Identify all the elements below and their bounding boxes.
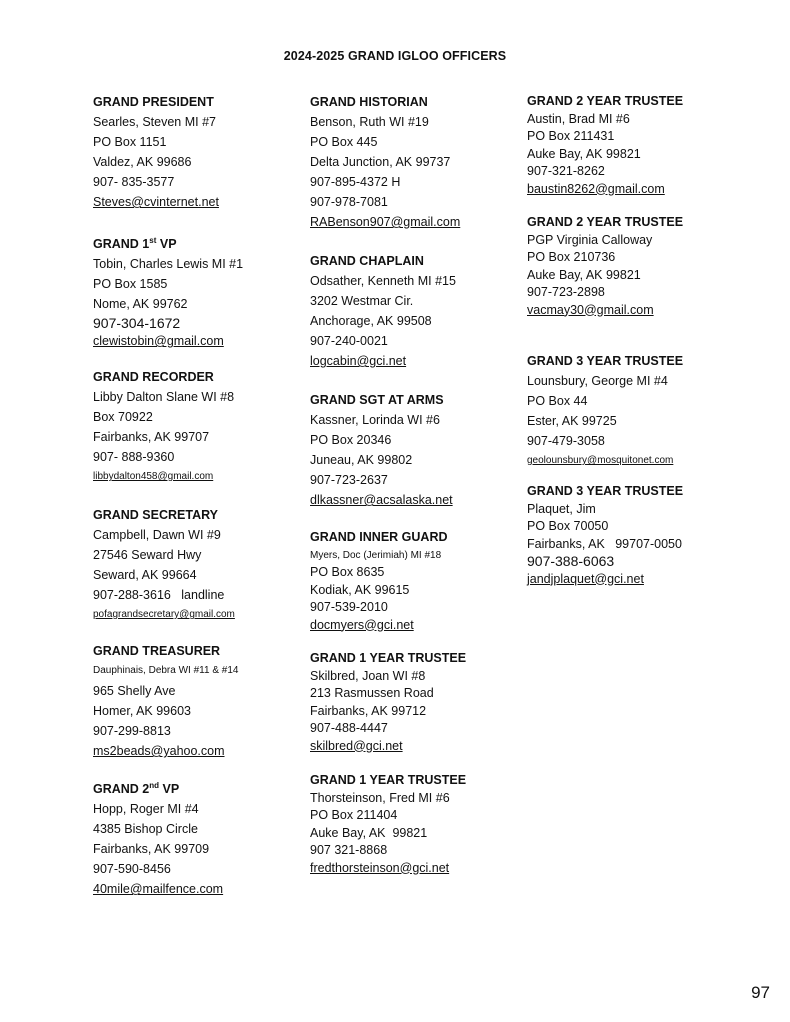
officer-email-link[interactable]: libbydalton458@gmail.com bbox=[93, 471, 214, 482]
officer-email-link[interactable]: fredthorsteinson@gci.net bbox=[310, 860, 450, 875]
officer-phone: 907-388-6063 bbox=[527, 553, 615, 569]
officer-address: 4385 Bishop Circle bbox=[93, 822, 198, 837]
officer-grand-3-year-trustee bbox=[527, 351, 683, 471]
officer-email-link[interactable]: ms2beads@yahoo.com bbox=[93, 744, 225, 758]
officer-grand-2-year-trustee bbox=[527, 214, 683, 319]
officer-phone: 907 321-8868 bbox=[310, 843, 388, 857]
officer-phone: 907-723-2637 bbox=[310, 473, 388, 487]
officer-city: Auke Bay, AK 99821 bbox=[310, 825, 428, 840]
officer-name: Campbell, Dawn WI #9 bbox=[93, 528, 221, 542]
officer-city: Delta Junction, AK 99737 bbox=[310, 155, 451, 169]
officer-title: GRAND 3 YEAR TRUSTEE bbox=[527, 484, 684, 498]
officer-grand-sgt-at-arms bbox=[310, 390, 453, 510]
officer-email-link[interactable]: docmyers@gci.net bbox=[310, 617, 414, 632]
officer-phone: 907-240-0021 bbox=[310, 334, 388, 348]
officer-title: GRAND 1 YEAR TRUSTEE bbox=[310, 651, 467, 665]
officer-title: GRAND 2 YEAR TRUSTEE bbox=[527, 215, 684, 229]
officer-phone: 907-539-2010 bbox=[310, 600, 388, 614]
officer-grand-historian bbox=[310, 92, 460, 232]
officer-city: Ester, AK 99725 bbox=[527, 414, 617, 428]
officer-title: GRAND 2nd VP bbox=[93, 781, 180, 797]
officer-grand-secretary bbox=[93, 505, 235, 625]
officer-address: PO Box 70050 bbox=[527, 519, 609, 533]
officer-name: Lounsbury, George MI #4 bbox=[527, 374, 668, 388]
officer-address: PO Box 20346 bbox=[310, 433, 392, 447]
officer-title: GRAND INNER GUARD bbox=[310, 530, 448, 544]
officer-email-link[interactable]: Steves@cvinternet.net bbox=[93, 195, 219, 209]
officer-phone: 907-288-3616 landline bbox=[93, 588, 225, 602]
officer-grand-2-year-trustee bbox=[527, 93, 683, 198]
officer-email-link[interactable]: jandjplaquet@gci.net bbox=[527, 571, 644, 586]
officer-grand-1-year-trustee bbox=[310, 772, 466, 877]
officer-name: Plaquet, Jim bbox=[527, 501, 596, 516]
officer-title: GRAND 2 YEAR TRUSTEE bbox=[527, 94, 684, 108]
officer-address: 213 Rasmussen Road bbox=[310, 686, 434, 700]
officer-phone: 907-321-8262 bbox=[527, 164, 605, 178]
officer-name: Hopp, Roger MI #4 bbox=[93, 802, 199, 817]
page-title: 2024-2025 GRAND IGLOO OFFICERS bbox=[283, 49, 507, 63]
officer-city: Fairbanks, AK 99712 bbox=[310, 703, 427, 718]
officer-name: Tobin, Charles Lewis MI #1 bbox=[93, 257, 244, 272]
officer-email-link[interactable]: geolounsbury@mosquitonet.com bbox=[527, 455, 674, 466]
officer-email-link[interactable]: pofagrandsecretary@gmail.com bbox=[93, 609, 235, 620]
officer-title: GRAND 1st VP bbox=[93, 236, 177, 252]
officer-phone: 907-723-2898 bbox=[527, 285, 605, 299]
officer-address: 965 Shelly Ave bbox=[93, 684, 176, 698]
officer-phone: 907-299-8813 bbox=[93, 724, 171, 738]
officer-name: Thorsteinson, Fred MI #6 bbox=[310, 790, 450, 805]
officer-title: GRAND 1 YEAR TRUSTEE bbox=[310, 773, 467, 787]
officer-city: Valdez, AK 99686 bbox=[93, 155, 192, 169]
officer-city: Anchorage, AK 99508 bbox=[310, 314, 432, 328]
officer-title: GRAND CHAPLAIN bbox=[310, 254, 424, 268]
officer-phone: 907- 888-9360 bbox=[93, 450, 175, 464]
officer-title: GRAND SECRETARY bbox=[93, 508, 219, 522]
officer-city: Auke Bay, AK 99821 bbox=[527, 267, 641, 282]
officer-email-link[interactable]: logcabin@gci.net bbox=[310, 354, 407, 368]
officer-grand-2nd-vp bbox=[93, 776, 223, 899]
officer-address: PO Box 211404 bbox=[310, 808, 398, 822]
officer-grand-1st-vp bbox=[93, 231, 243, 350]
officer-email-link[interactable]: baustin8262@gmail.com bbox=[527, 181, 665, 196]
officer-grand-president bbox=[93, 92, 219, 212]
officer-city: Seward, AK 99664 bbox=[93, 568, 197, 582]
officer-title: GRAND HISTORIAN bbox=[310, 95, 428, 109]
officer-name: Skilbred, Joan WI #8 bbox=[310, 668, 426, 683]
officer-email-link[interactable]: skilbred@gci.net bbox=[310, 738, 403, 753]
officer-address: PO Box 44 bbox=[527, 394, 588, 408]
officer-name: Austin, Brad MI #6 bbox=[527, 111, 630, 126]
officer-title: GRAND PRESIDENT bbox=[93, 95, 214, 109]
officer-city: Fairbanks, AK 99709 bbox=[93, 842, 210, 857]
officer-grand-3-year-trustee bbox=[527, 483, 683, 588]
officer-email-link[interactable]: 40mile@mailfence.com bbox=[93, 882, 224, 897]
officer-city: Fairbanks, AK 99707-0050 bbox=[527, 536, 682, 551]
officer-phone: 907- 835-3577 bbox=[93, 175, 175, 189]
officer-title: GRAND 3 YEAR TRUSTEE bbox=[527, 354, 684, 368]
officer-grand-1-year-trustee bbox=[310, 650, 466, 755]
officer-city: Auke Bay, AK 99821 bbox=[527, 146, 641, 161]
officer-name: Benson, Ruth WI #19 bbox=[310, 115, 429, 129]
officer-name: Libby Dalton Slane WI #8 bbox=[93, 390, 235, 404]
officer-name: Kassner, Lorinda WI #6 bbox=[310, 413, 440, 427]
page-number: 97 bbox=[751, 983, 770, 1002]
officer-grand-treasurer bbox=[93, 641, 238, 761]
officer-name: Odsather, Kenneth MI #15 bbox=[310, 274, 456, 288]
officer-email-link[interactable]: dlkassner@acsalaska.net bbox=[310, 493, 453, 507]
officer-phone-alt: 907-978-7081 bbox=[310, 195, 388, 209]
officer-name: Searles, Steven MI #7 bbox=[93, 115, 216, 129]
officer-address: PO Box 8635 bbox=[310, 565, 385, 579]
officer-name: Dauphinais, Debra WI #11 & #14 bbox=[93, 665, 239, 676]
officer-city: Homer, AK 99603 bbox=[93, 704, 191, 718]
officer-address: PO Box 1585 bbox=[93, 277, 168, 292]
officer-address: PO Box 1151 bbox=[93, 135, 167, 149]
officer-email-link[interactable]: clewistobin@gmail.com bbox=[93, 334, 224, 349]
officer-name: PGP Virginia Calloway bbox=[527, 232, 653, 247]
officer-city: Kodiak, AK 99615 bbox=[310, 582, 410, 597]
officer-grand-inner-guard bbox=[310, 529, 448, 634]
officer-city: Fairbanks, AK 99707 bbox=[93, 430, 210, 444]
officer-address: Box 70922 bbox=[93, 410, 153, 424]
officer-name: Myers, Doc (Jerimiah) MI #18 bbox=[310, 549, 442, 561]
officer-address: 3202 Westmar Cir. bbox=[310, 294, 414, 308]
officer-grand-recorder bbox=[93, 367, 234, 487]
officer-title: GRAND TREASURER bbox=[93, 644, 221, 658]
officer-address: PO Box 445 bbox=[310, 135, 378, 149]
officer-title: GRAND RECORDER bbox=[93, 370, 214, 384]
officer-address: PO Box 211431 bbox=[527, 129, 615, 143]
officer-phone: 907-479-3058 bbox=[527, 434, 605, 448]
officer-city: Nome, AK 99762 bbox=[93, 297, 188, 312]
officer-city: Juneau, AK 99802 bbox=[310, 453, 413, 467]
officer-phone: 907-895-4372 H bbox=[310, 175, 401, 189]
officer-address: 27546 Seward Hwy bbox=[93, 548, 202, 562]
officer-email-link[interactable]: vacmay30@gmail.com bbox=[527, 302, 654, 317]
officer-phone: 907-590-8456 bbox=[93, 862, 171, 877]
officer-address: PO Box 210736 bbox=[527, 250, 616, 264]
officer-phone: 907-488-4447 bbox=[310, 721, 388, 735]
officer-email-link[interactable]: RABenson907@gmail.com bbox=[310, 215, 461, 229]
officer-title: GRAND SGT AT ARMS bbox=[310, 393, 444, 407]
officer-phone: 907-304-1672 bbox=[93, 315, 181, 332]
officer-grand-chaplain bbox=[310, 251, 456, 371]
